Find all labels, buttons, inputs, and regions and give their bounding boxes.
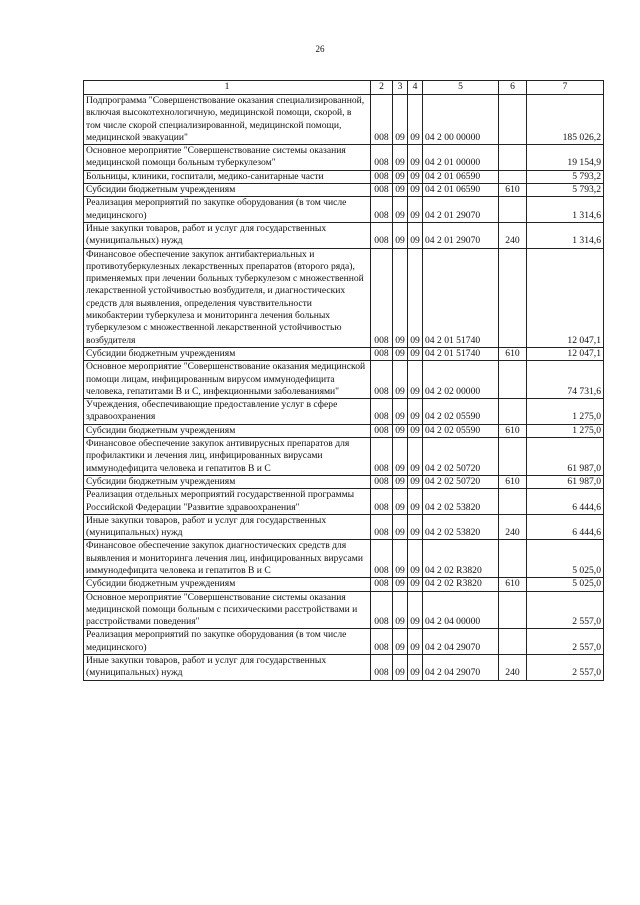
table-row [84,347,604,360]
table-row [84,170,604,183]
expense-type-cell: 610 [499,184,527,197]
amount-cell: 1 314,6 [527,197,604,223]
admin-code-cell: 008 [371,578,393,591]
target-article-cell: 04 2 01 51740 [423,347,499,360]
amount-cell: 2 557,0 [527,591,604,629]
table-row [84,578,604,591]
subsection-cell: 09 [408,361,423,399]
target-article-cell: 04 2 02 00000 [423,361,499,399]
target-article-cell: 04 2 04 00000 [423,591,499,629]
section-cell: 09 [393,514,408,540]
target-article-cell: 04 2 02 05590 [423,399,499,425]
expense-type-cell [499,170,527,183]
table-row [84,248,604,347]
section-cell: 09 [393,578,408,591]
target-article-cell: 04 2 02 05590 [423,424,499,437]
row-name-cell: Финансовое обеспечение закупок диагностических средств для выявления и мониторинга лечения лиц, инфицированных вирусами иммунодефицита человека и гепатитов В и С [84,540,371,578]
table-row [84,514,604,540]
table-row [84,361,604,399]
expense-type-cell: 610 [499,424,527,437]
amount-cell: 2 557,0 [527,655,604,681]
expense-type-cell [499,489,527,515]
target-article-cell: 04 2 01 29070 [423,222,499,248]
admin-code-cell: 008 [371,399,393,425]
section-cell: 09 [393,540,408,578]
row-name-cell: Финансовое обеспечение закупок антивирусных препаратов для профилактики и лечения лиц, инфицированных вирусами иммунодефицита человека и гепатитов В и С [84,438,371,476]
row-name-cell: Финансовое обеспечение закупок антибактериальных и противотуберкулезных лекарственных препаратов (второго ряда), применяемых при лечении больных туберкулезом с множественной лекарственной устойчивостью возбудителя, и диагностических средств для выявления, определения чувствительности микобактерии туберкулеза и мониторинга лечения больных туберкулезом с множественной лекарственной устойчивостью возбудителя [84,248,371,347]
subsection-cell: 09 [408,591,423,629]
expense-type-cell [499,591,527,629]
subsection-cell: 09 [408,629,423,655]
table-row [84,475,604,488]
amount-cell: 6 444,6 [527,514,604,540]
admin-code-cell: 008 [371,655,393,681]
subsection-cell: 09 [408,197,423,223]
row-name-cell: Основное мероприятие "Совершенствование оказания медицинской помощи лицам, инфицированным вирусом иммунодефицита человека, гепатитами В и С, инфекционными заболеваниями" [84,361,371,399]
expense-type-cell [499,540,527,578]
target-article-cell: 04 2 02 R3820 [423,578,499,591]
row-name-cell: Реализация мероприятий по закупке оборудования (в том числе медицинского) [84,629,371,655]
expense-type-cell: 240 [499,655,527,681]
table-row [84,95,604,145]
table-row [84,489,604,515]
admin-code-cell: 008 [371,361,393,399]
admin-code-cell: 008 [371,347,393,360]
row-name-cell: Субсидии бюджетным учреждениям [84,578,371,591]
amount-cell: 19 154,9 [527,145,604,171]
subsection-cell: 09 [408,540,423,578]
subsection-cell: 09 [408,578,423,591]
amount-cell: 5 793,2 [527,170,604,183]
section-cell: 09 [393,489,408,515]
target-article-cell: 04 2 01 06590 [423,170,499,183]
target-article-cell: 04 2 04 29070 [423,629,499,655]
row-name-cell: Иные закупки товаров, работ и услуг для государственных (муниципальных) нужд [84,222,371,248]
subsection-cell: 09 [408,438,423,476]
admin-code-cell: 008 [371,197,393,223]
admin-code-cell: 008 [371,145,393,171]
section-cell: 09 [393,197,408,223]
admin-code-cell: 008 [371,248,393,347]
row-name-cell: Реализация отдельных мероприятий государственной программы Российской Федерации "Развитие здравоохранения" [84,489,371,515]
subsection-cell: 09 [408,222,423,248]
expense-type-cell: 610 [499,475,527,488]
section-cell: 09 [393,438,408,476]
section-cell: 09 [393,475,408,488]
column-header: 1 [84,81,371,95]
amount-cell: 12 047,1 [527,347,604,360]
table-row [84,399,604,425]
admin-code-cell: 008 [371,489,393,515]
section-cell: 09 [393,655,408,681]
table-row [84,655,604,681]
expense-type-cell [499,438,527,476]
amount-cell: 1 275,0 [527,399,604,425]
column-header: 7 [527,81,604,95]
section-cell: 09 [393,222,408,248]
expense-type-cell: 240 [499,514,527,540]
amount-cell: 6 444,6 [527,489,604,515]
row-name-cell: Иные закупки товаров, работ и услуг для государственных (муниципальных) нужд [84,514,371,540]
section-cell: 09 [393,424,408,437]
section-cell: 09 [393,629,408,655]
section-cell: 09 [393,184,408,197]
amount-cell: 5 025,0 [527,578,604,591]
subsection-cell: 09 [408,170,423,183]
target-article-cell: 04 2 01 00000 [423,145,499,171]
table-row [84,145,604,171]
column-header: 5 [423,81,499,95]
admin-code-cell: 008 [371,591,393,629]
admin-code-cell: 008 [371,514,393,540]
amount-cell: 2 557,0 [527,629,604,655]
table-row [84,184,604,197]
row-name-cell: Иные закупки товаров, работ и услуг для государственных (муниципальных) нужд [84,655,371,681]
table-row [84,591,604,629]
expense-type-cell: 610 [499,347,527,360]
section-cell: 09 [393,591,408,629]
admin-code-cell: 008 [371,438,393,476]
subsection-cell: 09 [408,184,423,197]
section-cell: 09 [393,347,408,360]
table-body [84,95,604,681]
column-header: 3 [393,81,408,95]
target-article-cell: 04 2 02 50720 [423,475,499,488]
target-article-cell: 04 2 02 50720 [423,438,499,476]
row-name-cell: Субсидии бюджетным учреждениям [84,424,371,437]
budget-table [83,80,604,681]
expense-type-cell [499,399,527,425]
row-name-cell: Реализация мероприятий по закупке оборудования (в том числе медицинского) [84,197,371,223]
row-name-cell: Учреждения, обеспечивающие предоставление услуг в сфере здравоохранения [84,399,371,425]
section-cell: 09 [393,361,408,399]
section-cell: 09 [393,170,408,183]
amount-cell: 74 731,6 [527,361,604,399]
table-row [84,629,604,655]
section-cell: 09 [393,399,408,425]
target-article-cell: 04 2 01 51740 [423,248,499,347]
admin-code-cell: 008 [371,629,393,655]
table-row [84,540,604,578]
admin-code-cell: 008 [371,424,393,437]
subsection-cell: 09 [408,514,423,540]
target-article-cell: 04 2 02 R3820 [423,540,499,578]
admin-code-cell: 008 [371,184,393,197]
subsection-cell: 09 [408,95,423,145]
subsection-cell: 09 [408,248,423,347]
table-row [84,438,604,476]
row-name-cell: Субсидии бюджетным учреждениям [84,347,371,360]
amount-cell: 1 314,6 [527,222,604,248]
target-article-cell: 04 2 02 53820 [423,514,499,540]
amount-cell: 1 275,0 [527,424,604,437]
amount-cell: 12 047,1 [527,248,604,347]
section-cell: 09 [393,95,408,145]
column-header: 6 [499,81,527,95]
subsection-cell: 09 [408,424,423,437]
table-row [84,424,604,437]
section-cell: 09 [393,248,408,347]
subsection-cell: 09 [408,399,423,425]
expense-type-cell [499,361,527,399]
admin-code-cell: 008 [371,222,393,248]
subsection-cell: 09 [408,489,423,515]
admin-code-cell: 008 [371,540,393,578]
expense-type-cell: 240 [499,222,527,248]
amount-cell: 61 987,0 [527,475,604,488]
table-header-row [84,81,604,95]
expense-type-cell [499,248,527,347]
target-article-cell: 04 2 01 29070 [423,197,499,223]
table-row [84,197,604,223]
subsection-cell: 09 [408,655,423,681]
table-row [84,222,604,248]
expense-type-cell [499,95,527,145]
target-article-cell: 04 2 01 06590 [423,184,499,197]
row-name-cell: Основное мероприятие "Совершенствование системы оказания медицинской помощи больным туберкулезом" [84,145,371,171]
target-article-cell: 04 2 04 29070 [423,655,499,681]
target-article-cell: 04 2 00 00000 [423,95,499,145]
subsection-cell: 09 [408,347,423,360]
admin-code-cell: 008 [371,95,393,145]
amount-cell: 185 026,2 [527,95,604,145]
section-cell: 09 [393,145,408,171]
subsection-cell: 09 [408,145,423,171]
row-name-cell: Подпрограмма "Совершенствование оказания специализированной, включая высокотехнологичную, медицинской помощи, скорой, в том числе скорой специализированной, медицинской помощи, медицинской эвакуации" [84,95,371,145]
amount-cell: 5 793,2 [527,184,604,197]
row-name-cell: Основное мероприятие "Совершенствование системы оказания медицинской помощи больным с психическими расстройствами и расстройствами поведения" [84,591,371,629]
amount-cell: 61 987,0 [527,438,604,476]
column-header: 4 [408,81,423,95]
admin-code-cell: 008 [371,170,393,183]
expense-type-cell [499,629,527,655]
subsection-cell: 09 [408,475,423,488]
admin-code-cell: 008 [371,475,393,488]
expense-type-cell: 610 [499,578,527,591]
column-header: 2 [371,81,393,95]
page-number: 26 [315,44,325,54]
row-name-cell: Субсидии бюджетным учреждениям [84,475,371,488]
target-article-cell: 04 2 02 53820 [423,489,499,515]
expense-type-cell [499,197,527,223]
expense-type-cell [499,145,527,171]
row-name-cell: Больницы, клиники, госпитали, медико-санитарные части [84,170,371,183]
row-name-cell: Субсидии бюджетным учреждениям [84,184,371,197]
amount-cell: 5 025,0 [527,540,604,578]
